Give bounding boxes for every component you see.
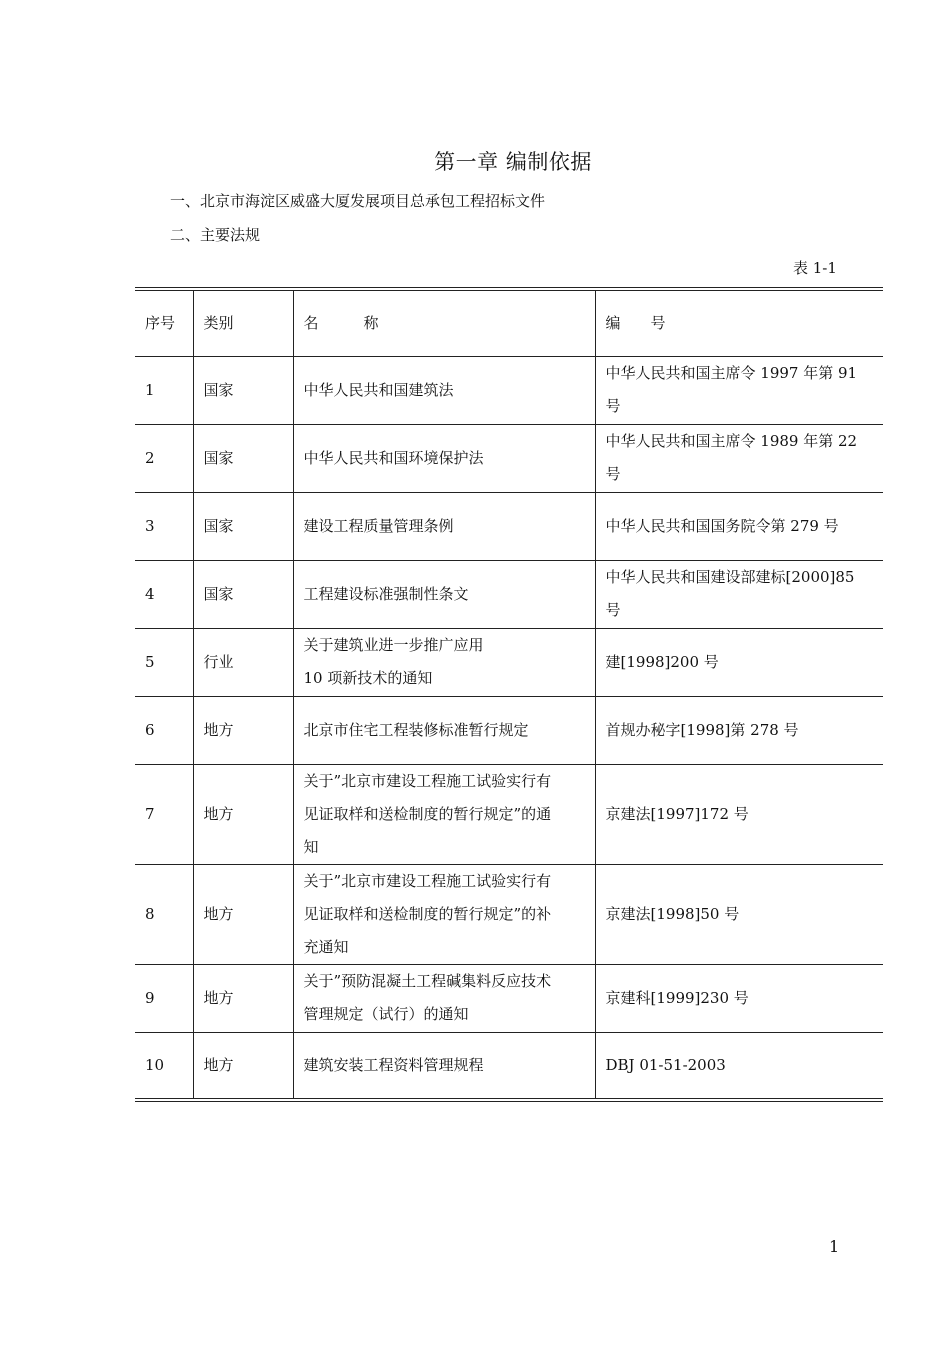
cell-category: 行业 — [193, 628, 293, 696]
cell-category: 国家 — [193, 424, 293, 492]
cell-name-line: 工程建设标准强制性条文 — [303, 584, 469, 603]
header-category: 类别 — [193, 289, 293, 356]
cell-name-line: 知 — [303, 837, 319, 856]
cell-code-line: 京建科[1999]230 号 — [605, 988, 749, 1007]
cell-no: 1 — [135, 356, 193, 424]
cell-code — [595, 1032, 883, 1100]
page-title: 第一章 编制依据 — [434, 150, 592, 174]
cell-code-line: 中华人民共和国主席令 1997 年第 91 — [605, 364, 858, 382]
cell-name — [293, 492, 595, 560]
cell-code — [595, 628, 883, 696]
section-heading-1: 一、北京市海淀区威盛大厦发展项目总承包工程招标文件 — [170, 192, 546, 210]
regulations-table — [135, 287, 883, 1102]
cell-name — [293, 560, 595, 628]
header-code: 编 号 — [595, 289, 883, 356]
cell-code-line: 建[1998]200 号 — [605, 652, 719, 671]
cell-name-line: 关于”北京市建设工程施工试验实行有 — [303, 871, 552, 890]
cell-no: 5 — [135, 628, 193, 696]
cell-category: 国家 — [193, 492, 293, 560]
cell-name-line: 关于”北京市建设工程施工试验实行有 — [303, 771, 552, 790]
table-row — [135, 1032, 883, 1100]
table-row — [135, 764, 883, 864]
table-row — [135, 964, 883, 1032]
cell-name-line: 建设工程质量管理条例 — [303, 516, 454, 535]
table-row — [135, 696, 883, 764]
cell-code-line: DBJ 01-51-2003 — [605, 1055, 726, 1074]
cell-name — [293, 356, 595, 424]
cell-code-line: 首规办秘字[1998]第 278 号 — [605, 720, 799, 739]
cell-code — [595, 764, 883, 864]
cell-no: 10 — [135, 1032, 193, 1100]
cell-no: 9 — [135, 964, 193, 1032]
cell-code — [595, 560, 883, 628]
cell-category: 地方 — [193, 1032, 293, 1100]
cell-code-line: 中华人民共和国建设部建标[2000]85 — [605, 568, 855, 586]
cell-name — [293, 964, 595, 1032]
header-name: 名 称 — [293, 289, 595, 356]
cell-category: 地方 — [193, 696, 293, 764]
page-number: 1 — [829, 1237, 840, 1256]
cell-name — [293, 764, 595, 864]
table-row — [135, 628, 883, 696]
cell-name-line: 建筑安装工程资料管理规程 — [303, 1055, 484, 1074]
cell-code — [595, 424, 883, 492]
cell-name-line: 10 项新技术的通知 — [303, 669, 433, 687]
cell-name-line: 中华人民共和国环境保护法 — [303, 448, 484, 467]
cell-code — [595, 964, 883, 1032]
cell-name-line: 中华人民共和国建筑法 — [303, 380, 454, 399]
cell-name-line: 关于”预防混凝土工程碱集料反应技术 — [303, 972, 552, 990]
cell-code-line: 号 — [605, 601, 621, 619]
cell-no: 4 — [135, 560, 193, 628]
cell-category: 地方 — [193, 764, 293, 864]
table-row — [135, 356, 883, 424]
cell-no: 6 — [135, 696, 193, 764]
cell-name-line: 管理规定（试行）的通知 — [303, 1005, 469, 1023]
cell-name — [293, 1032, 595, 1100]
cell-name-line: 关于建筑业进一步推广应用 — [303, 636, 484, 654]
cell-name — [293, 696, 595, 764]
table-header-row — [135, 289, 883, 356]
cell-code-line: 京建法[1998]50 号 — [605, 904, 740, 923]
header-no: 序号 — [135, 289, 193, 356]
cell-category: 国家 — [193, 560, 293, 628]
cell-code-line: 号 — [605, 397, 621, 415]
table-label: 表 1-1 — [793, 259, 837, 277]
cell-code-line: 中华人民共和国主席令 1989 年第 22 — [605, 432, 858, 450]
section-heading-2: 二、主要法规 — [170, 226, 261, 244]
cell-code-line: 号 — [605, 465, 621, 483]
cell-no: 3 — [135, 492, 193, 560]
cell-no: 7 — [135, 764, 193, 864]
cell-no: 8 — [135, 864, 193, 964]
cell-code — [595, 356, 883, 424]
cell-category: 地方 — [193, 864, 293, 964]
cell-code — [595, 864, 883, 964]
cell-category: 国家 — [193, 356, 293, 424]
cell-name — [293, 628, 595, 696]
cell-no: 2 — [135, 424, 193, 492]
table-row — [135, 424, 883, 492]
table-row — [135, 492, 883, 560]
cell-name-line: 见证取样和送检制度的暂行规定”的补 — [303, 904, 552, 923]
cell-category: 地方 — [193, 964, 293, 1032]
cell-name-line: 充通知 — [303, 937, 349, 956]
cell-code — [595, 696, 883, 764]
cell-name — [293, 424, 595, 492]
cell-name — [293, 864, 595, 964]
table-row — [135, 864, 883, 964]
cell-code-line: 中华人民共和国国务院令第 279 号 — [605, 516, 839, 535]
cell-code-line: 京建法[1997]172 号 — [605, 804, 749, 823]
cell-code — [595, 492, 883, 560]
cell-name-line: 见证取样和送检制度的暂行规定”的通 — [303, 804, 552, 823]
cell-name-line: 北京市住宅工程装修标准暂行规定 — [303, 720, 529, 739]
table-row — [135, 560, 883, 628]
